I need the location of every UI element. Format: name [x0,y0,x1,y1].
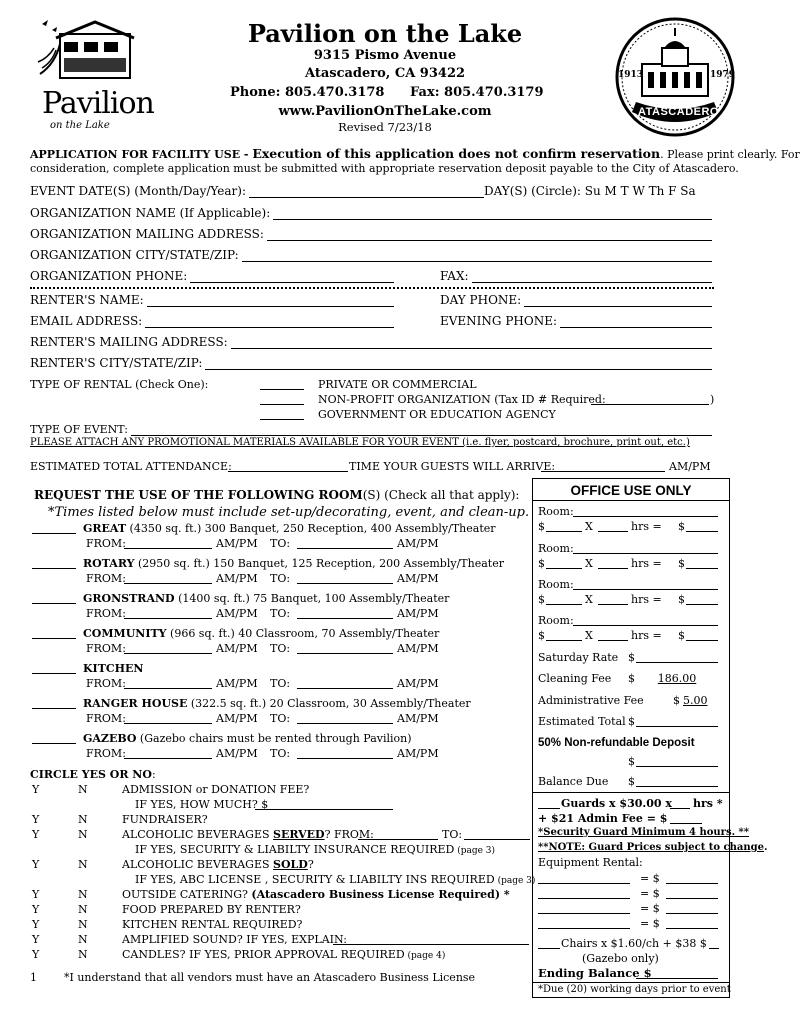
renter-name-label: RENTER'S NAME: [30,293,144,307]
alcohol-sold-page: (page 3) [494,876,536,886]
equipment-item-field-0[interactable] [538,872,630,884]
security-minimum-note: *Security Guard Minimum 4 hours. ** [538,827,750,838]
rental-nonprofit-label: NON-PROFIT ORGANIZATION (Tax ID # Required: [318,393,606,406]
deposit-label: 50% Non-refundable Deposit [538,737,695,749]
equipment-amount-field-0[interactable] [666,872,718,884]
estimated-total-label: Estimated Total [538,715,626,728]
question-1 [122,813,208,826]
balance-divider [532,792,730,793]
alcohol-sold-license [135,873,535,887]
email-field[interactable] [145,317,394,328]
logo-pavilion-text: Pavilion [42,86,154,121]
guards-label: Guards x $30.00 x [561,797,672,810]
office-room-label-1: Room: [538,542,574,555]
room-from-field-1[interactable] [124,572,212,584]
alcohol-to-label: TO: [442,828,463,841]
renter-mailing-row [30,335,712,349]
guards-hrs-label: hrs * [693,797,723,810]
yes-option-4[interactable]: Y [32,888,40,901]
alcohol-sold-prefix: ALCOHOLIC BEVERAGES [122,858,274,871]
alcohol-sold-question [122,858,314,871]
day-phone-row [440,293,712,307]
alcohol-sold-suffix: ? [307,858,314,871]
catering-question [122,888,510,901]
alcohol-served-insurance-text: IF YES, SECURITY & LIABILTY INSURANCE REQUIRED [135,843,455,856]
office-total-dollar-3: $ [678,629,685,642]
office-hrs-field-2[interactable] [598,593,628,605]
admin-fee-value: 5.00 [683,694,708,707]
room-from-ampm-5: AM/PM [216,712,258,725]
chairs-label: Chairs x $1.60/ch + $38 $ [561,937,707,950]
equipment-equals-3: = $ [640,917,660,930]
guard-price-note-text: **NOTE: Guard Prices subject to change [538,842,765,853]
equipment-equals-2: = $ [640,902,660,915]
office-room-field-0[interactable] [573,505,718,517]
office-x-1: X [585,557,593,570]
office-hrs-field-3[interactable] [598,629,628,641]
room-to-ampm-0: AM/PM [397,537,439,550]
seal-year-left: 1913 [618,70,644,80]
saturday-rate-label: Saturday Rate [538,651,619,664]
room-desc-0: (4350 sq. ft.) 300 Banquet, 250 Reception, 400 Assembly/Theater [126,522,496,535]
alcohol-sold-license-text: IF YES, ABC LICENSE , SECURITY & LIABILTY INS REQUIRED [135,873,495,886]
office-rate-dollar-1: $ [538,557,545,570]
catering-prefix: OUTSIDE CATERING? [122,888,252,901]
org-phone-label: ORGANIZATION PHONE: [30,269,188,283]
question-text-6: KITCHEN RENTAL REQUIRED? [122,918,303,931]
alcohol-served-word: SERVED [273,828,325,841]
office-x-3: X [585,629,593,642]
office-room-field-1[interactable] [573,542,718,554]
attendance-field[interactable] [228,460,348,472]
guards-hours-field[interactable] [670,797,690,809]
ending-balance-field[interactable] [636,967,718,979]
room-name-row-3 [83,627,439,640]
times-note: *Times listed below must include set-up/decorating, event, and clean-up. [48,505,530,520]
deposit-field[interactable] [636,755,718,767]
email-row [30,314,394,328]
room-name-row-1 [83,557,504,570]
room-from-label-2: FROM: [86,607,126,620]
room-name-row-0 [83,522,496,535]
room-check-5[interactable] [32,697,76,709]
question-page-8: (page 4) [404,951,446,961]
room-to-label-3: TO: [270,642,291,655]
no-option-6[interactable]: N [78,918,88,931]
guard-price-note-period: . [764,842,768,853]
yes-option-6[interactable]: Y [32,918,40,931]
balance-due-field[interactable] [636,775,718,787]
room-desc-6: (Gazebo chairs must be rented through Pavilion) [136,732,412,745]
vendors-note: *I understand that all vendors must have an Atascadero Business License [64,971,476,984]
org-name-field[interactable] [273,209,712,220]
no-option-2[interactable]: N [78,828,88,841]
equipment-amount-field-1[interactable] [666,887,718,899]
room-from-ampm-6: AM/PM [216,747,258,760]
org-phone-field[interactable] [190,272,394,283]
room-from-field-2[interactable] [124,607,212,619]
room-check-2[interactable] [32,592,76,604]
admin-fee-label: Administrative Fee [538,694,644,707]
renter-mailing-field[interactable] [231,338,712,349]
office-room-label-0: Room: [538,505,574,518]
office-total-dollar-0: $ [678,520,685,533]
office-rate-dollar-2: $ [538,593,545,606]
yes-option-3[interactable]: Y [32,858,40,871]
room-to-ampm-6: AM/PM [397,747,439,760]
attendance-label: ESTIMATED TOTAL ATTENDANCE: [30,460,232,473]
office-total-field-1[interactable] [686,557,718,569]
office-rate-field-1[interactable] [546,557,582,569]
rental-nonprofit-check[interactable] [260,393,304,405]
catering-license-note: (Atascadero Business License Required) * [251,888,510,901]
room-from-label-3: FROM: [86,642,126,655]
room-to-field-1[interactable] [297,572,393,584]
guards-count-field[interactable] [538,797,560,809]
room-to-field-6[interactable] [297,747,393,759]
address-line-1: 9315 Pismo Avenue [313,48,457,63]
renter-name-field[interactable] [147,296,394,307]
office-title-divider [532,500,730,501]
circle-yes-no-colon: : [151,768,156,781]
office-hrs-field-0[interactable] [598,520,628,532]
room-check-1[interactable] [32,557,76,569]
page-title: Pavilion on the Lake [247,19,523,48]
office-total-dollar-1: $ [678,557,685,570]
yes-option-7[interactable]: Y [32,933,40,946]
room-from-ampm-3: AM/PM [216,642,258,655]
room-from-ampm-2: AM/PM [216,607,258,620]
room-to-label-2: TO: [270,607,291,620]
intro-line-2: consideration, complete application must be submitted with appropriate reservation deposit payable to the City of Atascadero. [30,162,739,175]
ending-divider [532,982,730,983]
yes-option-8[interactable]: Y [32,948,40,961]
no-option-3[interactable]: N [78,858,88,871]
event-type-label: TYPE OF EVENT: [30,423,128,436]
renter-city-label: RENTER'S CITY/STATE/ZIP: [30,356,203,370]
room-name-1: ROTARY [83,557,135,570]
guards-admin-fee: + $21 Admin Fee = $ [538,812,668,825]
print-clearly-text: . Please print clearly. For [660,148,800,161]
room-to-ampm-5: AM/PM [397,712,439,725]
circle-yes-no-label: CIRCLE YES OR NO [30,768,152,781]
room-to-label-5: TO: [270,712,291,725]
attach-materials-note: PLEASE ATTACH ANY PROMOTIONAL MATERIALS AVAILABLE FOR YOUR EVENT (i.e. flyer, postcard, brochure, print out, etc.) [30,437,690,448]
question-text-8: CANDLES? IF YES, PRIOR APPROVAL REQUIRED [122,948,405,961]
tax-id-close: ) [710,393,715,406]
org-fax-field[interactable] [472,272,712,283]
org-city-row [30,248,712,262]
room-to-ampm-1: AM/PM [397,572,439,585]
balance-due-label: Balance Due [538,775,609,788]
cleaning-fee-value: 186.00 [657,672,697,685]
office-rate-field-0[interactable] [546,520,582,532]
guards-total-field[interactable] [670,812,702,824]
room-to-field-3[interactable] [297,642,393,654]
room-from-label-4: FROM: [86,677,126,690]
question-text-5: FOOD PREPARED BY RENTER? [122,903,301,916]
balance-due-dollar: $ [628,775,635,788]
rooms-heading-rest: (S) (Check all that apply): [362,488,520,502]
room-from-field-3[interactable] [124,642,212,654]
office-hrs-label-1: hrs = [631,557,662,570]
no-option-4[interactable]: N [78,888,88,901]
equipment-item-field-1[interactable] [538,887,630,899]
room-to-label-0: TO: [270,537,291,550]
room-name-3: COMMUNITY [83,627,167,640]
intro-line-1 [30,146,800,161]
renter-city-row [30,356,712,370]
office-hrs-field-1[interactable] [598,557,628,569]
room-from-ampm-4: AM/PM [216,677,258,690]
room-name-2: GRONSTRAND [83,592,175,605]
office-room-label-2: Room: [538,578,574,591]
event-type-field[interactable] [131,425,712,436]
room-desc-5: (322.5 sq. ft.) 20 Classroom, 30 Assembly/Theater [187,697,471,710]
office-room-field-3[interactable] [573,614,718,626]
reservation-warning: Execution of this application does not confirm reservation [252,146,661,161]
office-room-field-2[interactable] [573,578,718,590]
event-type-row [30,423,712,436]
office-x-2: X [585,593,593,606]
room-check-0[interactable] [32,522,76,534]
deposit-dollar: $ [628,755,635,768]
renter-city-field[interactable] [205,359,712,370]
room-to-field-2[interactable] [297,607,393,619]
event-dates-row [30,184,484,198]
room-from-label-1: FROM: [86,572,126,585]
email-label: EMAIL ADDRESS: [30,314,143,328]
room-check-3[interactable] [32,627,76,639]
amplified-sound-field[interactable] [333,933,529,945]
org-mailing-row [30,227,712,241]
alcohol-served-page: (page 3) [454,846,496,856]
office-total-dollar-2: $ [678,593,685,606]
guard-price-note [538,842,768,854]
chairs-total-field[interactable] [709,937,719,949]
cleaning-fee-label: Cleaning Fee [538,672,612,685]
room-to-field-4[interactable] [297,677,393,689]
address-line-2: Atascadero, CA 93422 [304,66,466,81]
equipment-amount-field-3[interactable] [666,917,718,929]
room-to-ampm-3: AM/PM [397,642,439,655]
day-phone-field[interactable] [524,296,712,307]
rental-government-check[interactable] [260,408,304,420]
estimated-total-dollar: $ [628,715,635,728]
event-dates-field[interactable] [249,187,484,198]
rental-private-label: PRIVATE OR COMMERCIAL [318,378,477,391]
no-option-5[interactable]: N [78,903,88,916]
arrive-ampm: AM/PM [669,460,711,473]
room-desc-2: (1400 sq. ft.) 75 Banquet, 100 Assembly/Theater [174,592,450,605]
due-note: *Due (20) working days prior to event [538,984,731,995]
rooms-heading [34,488,519,502]
room-desc-1: (2950 sq. ft.) 150 Banquet, 125 Reception, 200 Assembly/Theater [134,557,504,570]
no-option-1[interactable]: N [78,813,88,826]
yes-option-2[interactable]: Y [32,828,40,841]
room-from-field-6[interactable] [124,747,212,759]
room-from-label-0: FROM: [86,537,126,550]
event-dates-label: EVENT DATE(S) (Month/Day/Year): [30,184,247,198]
room-to-ampm-4: AM/PM [397,677,439,690]
section-divider [30,287,714,289]
office-rate-dollar-3: $ [538,629,545,642]
org-phone-row [30,269,394,283]
office-room-label-3: Room: [538,614,574,627]
logo-subtitle-text: on the Lake [50,120,110,131]
question-0 [122,783,309,796]
website-link[interactable]: www.PavilionOnTheLake.com [278,104,492,119]
office-total-field-0[interactable] [686,520,718,532]
room-name-row-6 [83,732,412,745]
org-fax-row [440,269,712,283]
room-name-row-5 [83,697,471,710]
rental-private-check[interactable] [260,378,304,390]
arrive-field[interactable] [541,460,665,472]
rental-type-label: TYPE OF RENTAL (Check One): [30,378,209,391]
rooms-heading-bold: REQUEST THE USE OF THE FOLLOWING ROOM [34,488,363,502]
room-to-label-1: TO: [270,572,291,585]
days-circle-label[interactable]: DAY(S) (Circle): Su M T W Th F Sa [484,184,696,198]
office-rate-field-2[interactable] [546,593,582,605]
estimated-total-field[interactable] [636,715,718,727]
room-from-field-4[interactable] [124,677,212,689]
office-rate-dollar-0: $ [538,520,545,533]
office-use-title: OFFICE USE ONLY [570,483,692,498]
no-option-7[interactable]: N [78,933,88,946]
room-name-4: KITCHEN [83,662,144,675]
donation-amount-field[interactable] [255,798,393,810]
room-desc-3: (966 sq. ft.) 40 Classroom, 70 Assembly/Theater [166,627,440,640]
room-to-ampm-2: AM/PM [397,607,439,620]
room-from-field-5[interactable] [124,712,212,724]
equipment-item-field-2[interactable] [538,902,630,914]
room-name-0: GREAT [83,522,127,535]
cleaning-fee-dollar: $ [628,672,635,685]
alcohol-to-field[interactable] [464,828,530,840]
arrive-label: TIME YOUR GUESTS WILL ARRIVE: [349,460,556,473]
tax-id-field[interactable] [591,393,709,405]
question-5 [122,903,301,916]
org-name-label: ORGANIZATION NAME (If Applicable): [30,206,271,220]
room-check-4[interactable] [32,662,76,674]
equipment-equals-1: = $ [640,887,660,900]
alcohol-served-question [122,828,374,841]
renter-name-row [30,293,394,307]
org-city-label: ORGANIZATION CITY/STATE/ZIP: [30,248,239,262]
office-total-field-3[interactable] [686,629,718,641]
room-to-label-6: TO: [270,747,291,760]
saturday-rate-dollar: $ [628,651,635,664]
seal-year-right: 1979 [710,70,736,80]
day-phone-label: DAY PHONE: [440,293,522,307]
room-name-row-2 [83,592,449,605]
page-number: 1 [30,971,37,984]
org-name-row [30,206,712,220]
alcohol-served-from: ? FROM: [324,828,374,841]
yes-option-0[interactable]: Y [32,783,40,796]
question-text-0: ADMISSION or DONATION FEE? [122,783,310,796]
room-from-ampm-0: AM/PM [216,537,258,550]
question-text-1: FUNDRAISER? [122,813,208,826]
fax-number: Fax: 805.470.3179 [410,85,544,100]
equipment-equals-0: = $ [640,872,660,885]
no-option-0[interactable]: N [78,783,88,796]
room-check-6[interactable] [32,732,76,744]
room-to-field-5[interactable] [297,712,393,724]
office-rate-field-3[interactable] [546,629,582,641]
org-city-field[interactable] [242,251,712,262]
org-mailing-field[interactable] [267,230,712,241]
room-from-ampm-1: AM/PM [216,572,258,585]
evening-phone-field[interactable] [560,317,712,328]
seal-city-text: ATASCADERO [638,106,719,118]
ending-balance-label: Ending Balance $ [538,966,652,980]
room-from-label-6: FROM: [86,747,126,760]
room-name-5: RANGER HOUSE [83,697,188,710]
equipment-rental-label: Equipment Rental: [538,856,643,869]
chairs-count-field[interactable] [538,937,560,949]
org-mailing-label: ORGANIZATION MAILING ADDRESS: [30,227,264,241]
room-to-label-4: TO: [270,677,291,690]
revised-date: Revised 7/23/18 [338,120,432,134]
alcohol-served-prefix: ALCOHOLIC BEVERAGES [122,828,274,841]
alcohol-served-insurance [135,843,495,857]
room-from-field-0[interactable] [124,537,212,549]
admin-fee-dollar: $ [673,694,680,707]
question-7 [122,933,347,946]
rental-government-label: GOVERNMENT OR EDUCATION AGENCY [318,408,556,421]
org-fax-label: FAX: [440,269,469,283]
evening-phone-row [440,314,712,328]
phone-number: Phone: 805.470.3178 [230,85,385,100]
gazebo-only-label: (Gazebo only) [582,952,659,965]
room-name-6: GAZEBO [83,732,137,745]
yes-option-1[interactable]: Y [32,813,40,826]
evening-phone-label: EVENING PHONE: [440,314,558,328]
office-total-field-2[interactable] [686,593,718,605]
saturday-rate-field[interactable] [636,651,718,663]
application-label: APPLICATION FOR FACILITY USE - [30,148,253,161]
equipment-item-field-3[interactable] [538,917,630,929]
renter-mailing-label: RENTER'S MAILING ADDRESS: [30,335,228,349]
office-hrs-label-2: hrs = [631,593,662,606]
alcohol-sold-word: SOLD [273,858,308,871]
circle-yes-no-heading [30,768,156,781]
office-x-0: X [585,520,593,533]
office-hrs-label-0: hrs = [631,520,662,533]
room-from-label-5: FROM: [86,712,126,725]
question-8 [122,948,445,962]
yes-option-5[interactable]: Y [32,903,40,916]
question-text-7: AMPLIFIED SOUND? IF YES, EXPLAIN: [122,933,347,946]
office-hrs-label-3: hrs = [631,629,662,642]
room-name-row-4 [83,662,143,675]
room-to-field-0[interactable] [297,537,393,549]
equipment-amount-field-2[interactable] [666,902,718,914]
no-option-8[interactable]: N [78,948,88,961]
alcohol-from-field[interactable] [358,828,438,840]
question-6 [122,918,302,931]
donation-amount-label: IF YES, HOW MUCH? $ [135,798,269,811]
